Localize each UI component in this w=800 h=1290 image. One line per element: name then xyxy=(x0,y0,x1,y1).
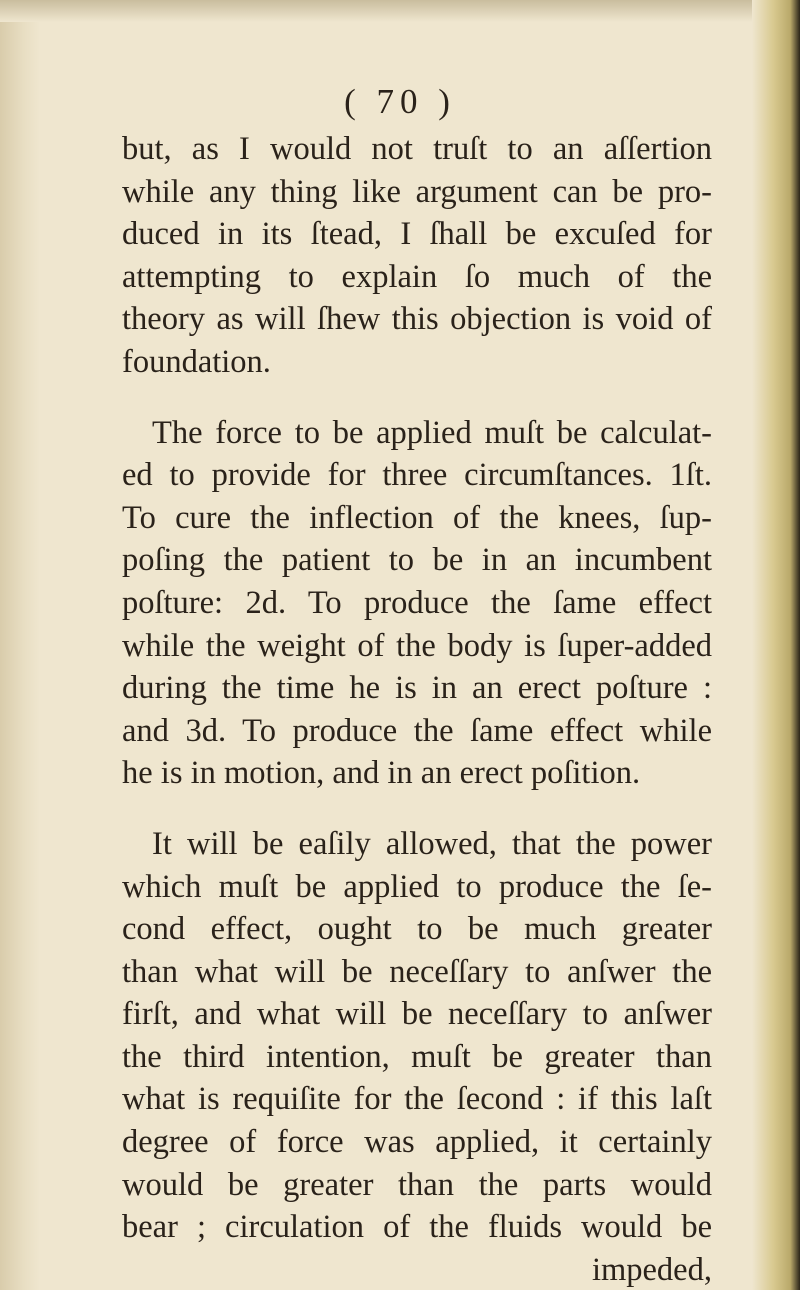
paragraph xyxy=(122,128,712,384)
text-line: firſt, and what will be neceſſary to anſwer xyxy=(122,996,712,1033)
text-line: the third intention, muſt be greater than xyxy=(122,1038,712,1075)
page-top-shadow xyxy=(0,0,800,22)
paragraph xyxy=(122,823,712,1249)
text-line: duced in its ſtead, I ſhall be excuſed for xyxy=(122,216,712,253)
text-line: attempting to explain ſo much of the xyxy=(122,258,712,295)
text-line: ed to provide for three circumſtances. 1ſt. xyxy=(122,457,712,494)
text-line: poſture: 2d. To produce the ſame effect xyxy=(122,584,712,621)
text-line: he is in motion, and in an erect poſition. xyxy=(122,755,641,792)
text-line: while any thing like argument can be pro- xyxy=(122,173,712,210)
page-number: ( 70 ) xyxy=(344,82,456,121)
text-line: The force to be applied muſt be calculat- xyxy=(152,414,712,451)
page-edge-shadow xyxy=(752,0,800,1290)
page-gutter-shadow xyxy=(0,0,40,1290)
paragraph xyxy=(122,412,712,795)
text-line: To cure the inflection of the knees, ſup- xyxy=(122,499,712,536)
text-line: while the weight of the body is ſuper-added xyxy=(122,627,712,664)
text-line: cond effect, ought to be much greater xyxy=(122,911,712,948)
text-line: and 3d. To produce the ſame effect while xyxy=(122,712,712,749)
text-line: poſing the patient to be in an incumbent xyxy=(122,542,712,579)
text-line: would be greater than the parts would xyxy=(122,1166,712,1203)
text-line: foundation. xyxy=(122,343,271,380)
text-line: bear ; circulation of the fluids would be xyxy=(122,1209,712,1246)
text-line: but, as I would not truſt to an aſſertion xyxy=(122,131,712,167)
text-line: degree of force was applied, it certainly xyxy=(122,1124,712,1161)
text-line: what is requiſite for the ſecond : if this laſt xyxy=(122,1081,712,1118)
text-line: which muſt be applied to produce the ſe- xyxy=(122,868,712,905)
catchword: impeded, xyxy=(591,1251,712,1288)
body-text xyxy=(122,128,712,1290)
text-line: during the time he is in an erect poſture : xyxy=(122,670,712,707)
text-line: than what will be neceſſary to anſwer the xyxy=(122,953,712,990)
text-line: theory as will ſhew this objection is void of xyxy=(122,301,712,338)
text-line: It will be eaſily allowed, that the power xyxy=(152,825,712,862)
